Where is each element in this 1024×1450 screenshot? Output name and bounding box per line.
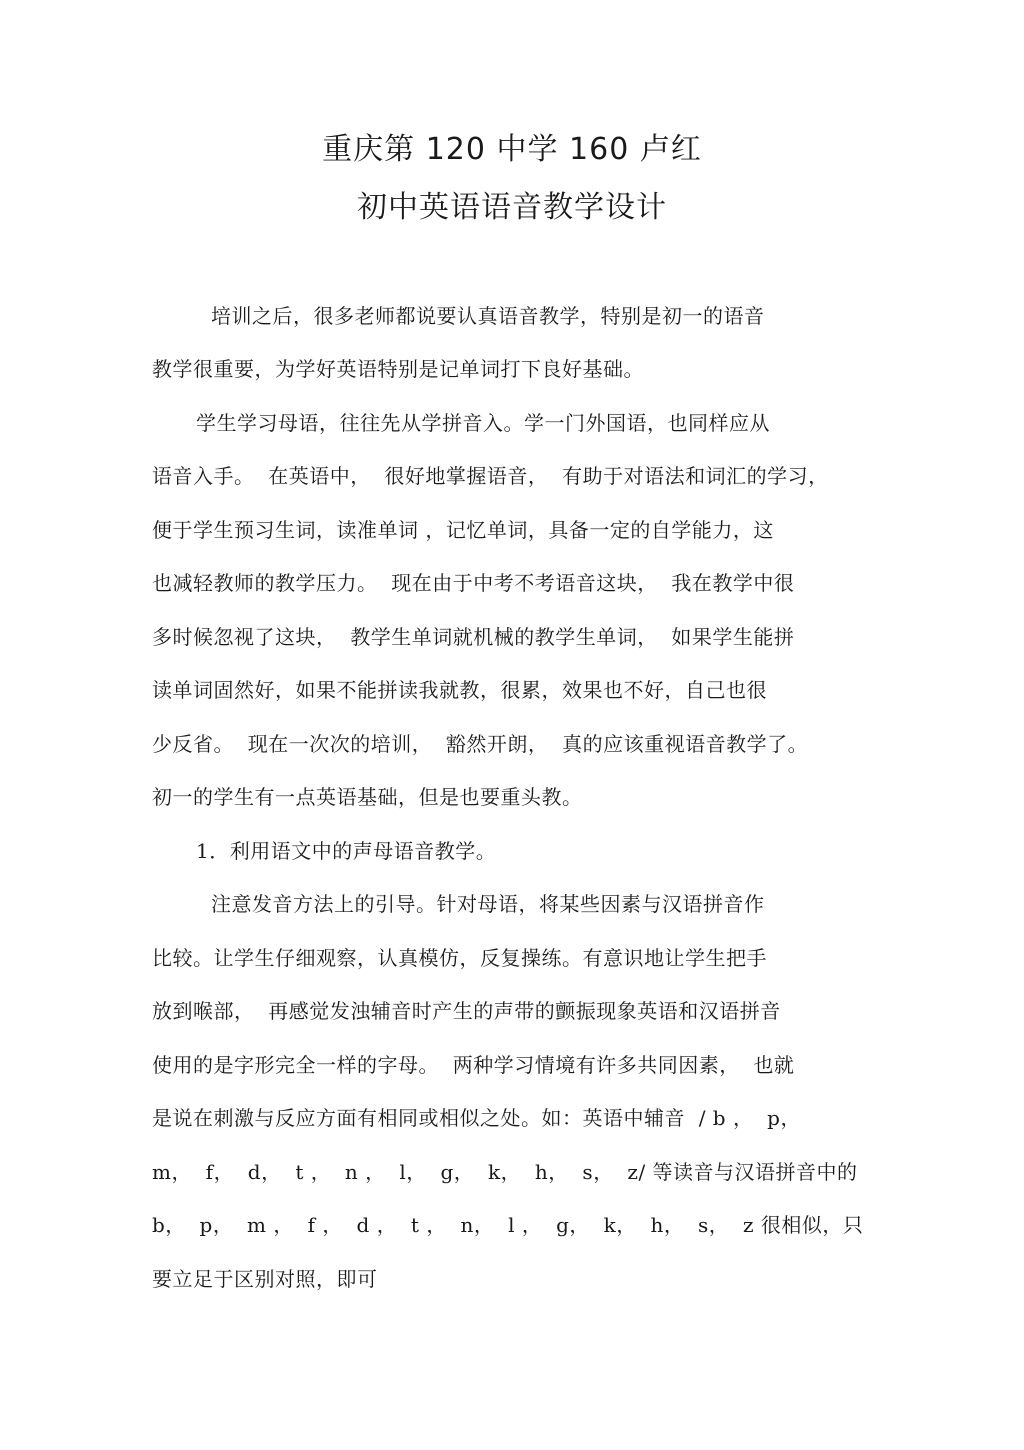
- paragraph-line: 学生学习母语，往往先从学拼音入。学一门外国语，也同样应从: [196, 411, 770, 435]
- paragraph-line: 注意发音方法上的引导。针对母语，将某些因素与汉语拼音作: [211, 892, 765, 916]
- paragraph-line: 教学很重要，为学好英语特别是记单词打下良好基础。: [152, 357, 644, 381]
- paragraph-line: 也减轻教师的教学压力。 现在由于中考不考语音这块， 我在教学中很: [152, 571, 795, 595]
- paragraph-line: 少反省。 现在一次次的培训， 豁然开朗， 真的应该重视语音教学了。: [152, 732, 809, 756]
- paragraph-line: 培训之后，很多老师都说要认真语音教学，特别是初一的语音: [211, 304, 765, 328]
- section-heading: 1．利用语文中的声母语音教学。: [196, 839, 497, 863]
- paragraph-line: 便于学生预习生词，读准单词 ，记忆单词，具备一定的自学能力，这: [152, 518, 774, 542]
- paragraph-line: 读单词固然好，如果不能拼读我就教，很累，效果也不好，自己也很: [152, 678, 767, 702]
- paragraph-line: 初一的学生有一点英语基础，但是也要重头教。: [152, 785, 583, 809]
- paragraph-line: 使用的是字形完全一样的字母。 两种学习情境有许多共同因素， 也就: [152, 1053, 795, 1077]
- paragraph-line: 要立足于区别对照，即可: [152, 1267, 378, 1291]
- paragraph-line: 多时候忽视了这块， 教学生单词就机械的教学生单词， 如果学生能拼: [152, 625, 795, 649]
- paragraph-line: 语音入手。 在英语中， 很好地掌握语音， 有助于对语法和词汇的学习，: [152, 464, 829, 488]
- paragraph-line: 是说在刺激与反应方面有相同或相似之处。如：英语中辅音 / b ， p，: [152, 1106, 801, 1130]
- document-title-line-2: 初中英语语音教学设计: [357, 190, 667, 225]
- paragraph-line: m， f， d， t ， n ， l， g， k， h， s， z/ 等读音与汉语拼音中的: [152, 1160, 858, 1184]
- paragraph-line: 比较。让学生仔细观察，认真模仿，反复操练。有意识地让学生把手: [152, 946, 767, 970]
- document-title-line-1: 重庆第 120 中学 160 卢红: [322, 132, 702, 167]
- paragraph-line: 放到喉部， 再感觉发浊辅音时产生的声带的颤振现象英语和汉语拼音: [152, 999, 781, 1023]
- paragraph-line: b， p， m ， f ， d ， t ， n， l ， g， k， h， s， z 很相似，只: [152, 1213, 864, 1237]
